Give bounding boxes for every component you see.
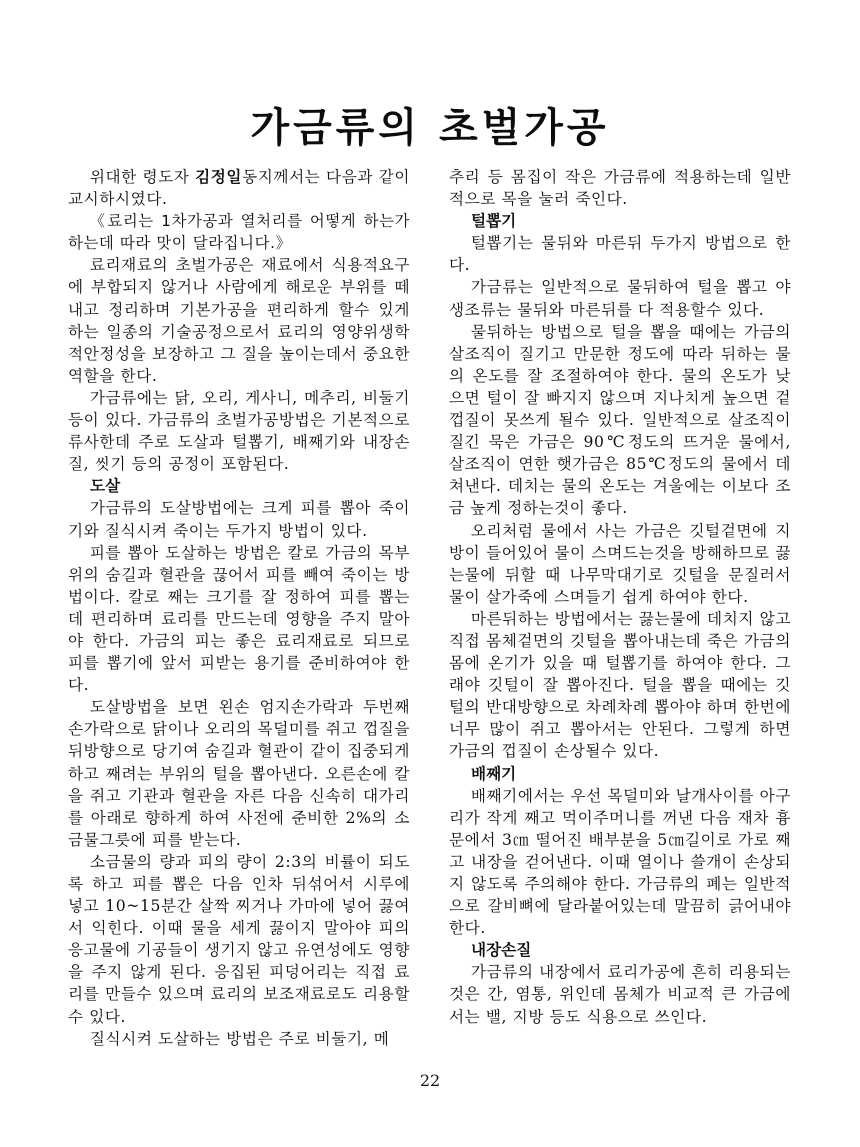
- paragraph: 배째기에서는 우선 목덜미와 날개사이를 아구리가 작게 째고 먹이주머니를 꺼낸 다음 재차 흉문에서 3㎝ 떨어진 배부분을 5㎝길이로 가로 째고 내장을 걷어낸다. 이때 열이나 쓸개이 손상되지 않도록 주의해야 한다. 가금류의 폐는 일반적으로 갈비뼈에 달라붙어있는데 말끔히 긁어내야 한다.: [449, 786, 791, 938]
- paragraph-continued: 추리 등 몸집이 작은 가금류에 적용하는데 일반적으로 목을 눌러 죽인다.: [449, 168, 791, 209]
- paragraph: 가금류의 내장에서 료리가공에 흔히 리용되는것은 간, 염통, 위인데 몸체가 비교적 큰 가금에서는 밸, 지방 등도 식용으로 쓰인다.: [449, 963, 791, 1026]
- paragraph: 도살방법을 보면 왼손 엄지손가락과 두번째 손가락으로 닭이나 오리의 목덜미를 쥐고 껍질을 뒤방향으로 당기여 숨길과 혈관이 같이 집중되게 하고 째려는 부위의 털을 뽑아낸다. 오른손에 칼을 쥐고 기관과 혈관을 자른 다음 신속히 대가리를 아래로 향하게 하여 사전에 준비한 2%의 소금물그릇에 피를 받는다.: [68, 698, 410, 849]
- paragraph: 소금물의 량과 피의 량이 2:3의 비률이 되도록 하고 피를 뽑은 다음 인차 뒤섞어서 시루에 넣고 10~15분간 살짝 찌거나 가마에 넣어 끓여서 익힌다. 이때 물을 세게 끓이지 말아야 피의 응고물에 기공들이 생기지 않고 유연성에도 영향을 주지 않게 된다. 응집된 피덩어리는 직접 료리를 만들수 있으며 료리의 보조재료로도 리용할수 있다.: [68, 852, 410, 1026]
- section-heading-cutting: 배째기: [471, 764, 517, 783]
- paragraph: 피를 뽑아 도살하는 방법은 칼로 가금의 목부위의 숨길과 혈관을 끊어서 피를 빼여 죽이는 방법이다. 칼로 째는 크기를 잘 정하여 피를 뽑는데 편리하며 료리를 만드는데 영향을 주지 말아야 한다. 가금의 피는 좋은 료리재료로 되므로 피를 뽑기에 앞서 피받는 용기를 준비하여야 한다.: [68, 543, 410, 695]
- intro-paragraph: [68, 166, 410, 210]
- leader-name: 김정일: [195, 168, 243, 186]
- paragraph: 가금류에는 닭, 오리, 게사니, 메추리, 비둘기 등이 있다. 가금류의 초벌가공방법은 기본적으로 류사한데 주로 도살과 털뽑기, 배째기와 내장손질, 씻기 등의 공정이 포함된다.: [68, 388, 410, 474]
- page-title: 가금류의 초벌가공: [250, 105, 610, 151]
- paragraph: 가금류의 도살방법에는 크게 피를 뽑아 죽이기와 질식시켜 죽이는 두가지 방법이 있다.: [68, 499, 410, 540]
- quote-paragraph: 《료리는 1차가공과 열처리를 어떻게 하는가 하는데 따라 맛이 달라집니다.》: [68, 212, 410, 253]
- intro-text-pre: 위대한 령도자: [89, 168, 196, 186]
- paragraph: 물뒤하는 방법으로 털을 뽑을 때에는 가금의 살조직이 질기고 만문한 정도에 따라 뒤하는 물의 온도를 잘 조절하여야 한다. 물의 온도가 낮으면 털이 잘 빠지지 않으며 지나치게 높으면 겉껍질이 못쓰게 될수 있다. 일반적으로 살조직이 질긴 묵은 가금은 90℃정도의 뜨거운 물에서, 살조직이 연한 햇가금은 85℃정도의 물에서 데쳐낸다. 데치는 물의 온도는 겨울에는 이보다 조금 높게 정하는것이 좋다.: [449, 322, 791, 518]
- paragraph: 오리처럼 물에서 사는 가금은 깃털겉면에 지방이 들어있어 물이 스며드는것을 방해하므로 끓는물에 뒤할 때 나무막대기로 깃털을 문질러서 물이 살가죽에 스며들기 쉽게 하여야 한다.: [449, 521, 791, 606]
- section-heading-slaughter: 도살: [90, 477, 121, 496]
- section-heading-feather-plucking: 털뽑기: [471, 212, 517, 231]
- section-heading-innards: 내장손질: [471, 941, 532, 960]
- paragraph: 가금류는 일반적으로 물뒤하여 털을 뽑고 야생조류는 물뒤와 마른뒤를 다 적용할수 있다.: [449, 278, 791, 319]
- page-number: 22: [419, 1071, 441, 1090]
- intro-text-post: 동지께서는 다음과 같이 교시하시였다.: [68, 168, 410, 209]
- right-column: [449, 166, 791, 1028]
- paragraph: 질식시켜 도살하는 방법은 주로 비둘기, 메: [89, 1029, 390, 1048]
- paragraph: 료리재료의 초벌가공은 재료에서 식용적요구에 부합되지 않거나 사람에게 해로운 부위를 떼내고 정리하며 기본가공을 편리하게 할수 있게 하는 일종의 기술공정으로서 료리의 영양위생학적안정성을 보장하고 그 질을 높이는데서 중요한 역할을 한다.: [68, 256, 410, 385]
- paragraph: 마른뒤하는 방법에서는 끓는물에 데치지 않고 직접 몸체겉면의 깃털을 뽑아내는데 죽은 가금의 몸에 온기가 있을 때 털뽑기를 하여야 한다. 그래야 깃털이 잘 뽑아진다. 털을 뽑을 때에는 깃털의 반대방향으로 차례차례 뽑아야 하며 한번에 너무 많이 쥐고 뽑아서는 안된다. 그렇게 하면 가금의 껍질이 손상될수 있다.: [449, 609, 791, 761]
- left-column: [68, 166, 410, 1050]
- paragraph: 털뽑기는 물뒤와 마른뒤 두가지 방법으로 한다.: [449, 234, 791, 275]
